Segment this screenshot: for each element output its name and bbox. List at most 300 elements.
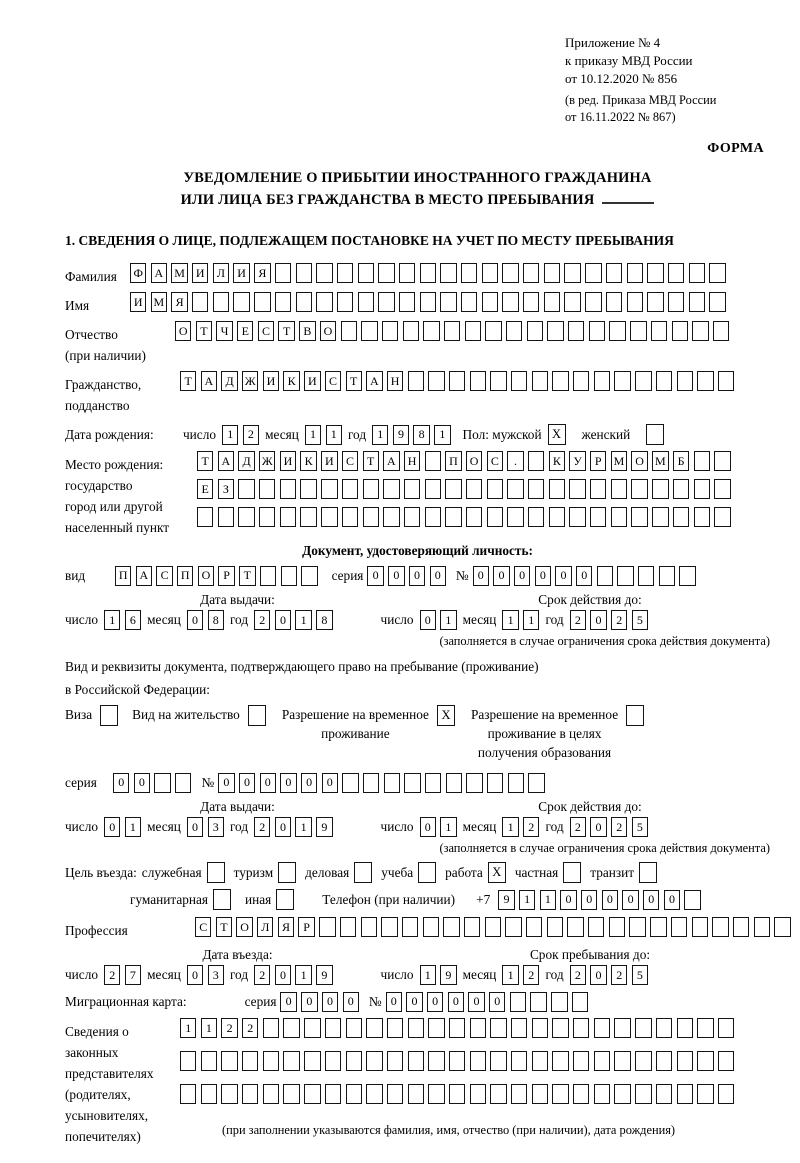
char-cell[interactable] bbox=[635, 1051, 651, 1071]
char-cell[interactable]: 1 bbox=[502, 817, 518, 837]
char-cell[interactable]: 0 bbox=[560, 890, 576, 910]
char-cell[interactable]: 1 bbox=[440, 610, 456, 630]
char-cell[interactable]: 0 bbox=[322, 773, 338, 793]
char-cell[interactable]: 7 bbox=[125, 965, 141, 985]
char-cell[interactable]: Ф bbox=[130, 263, 146, 283]
char-cell[interactable] bbox=[490, 1051, 506, 1071]
char-cell[interactable] bbox=[692, 917, 708, 937]
char-cell[interactable]: 9 bbox=[316, 965, 332, 985]
char-cell[interactable]: 0 bbox=[386, 992, 402, 1012]
char-cell[interactable] bbox=[361, 321, 377, 341]
char-cell[interactable] bbox=[280, 479, 296, 499]
char-cell[interactable] bbox=[511, 1051, 527, 1071]
char-cell[interactable]: 9 bbox=[498, 890, 514, 910]
char-cell[interactable] bbox=[552, 1018, 568, 1038]
char-cell[interactable] bbox=[378, 263, 394, 283]
char-cell[interactable] bbox=[672, 321, 688, 341]
char-cell[interactable] bbox=[532, 371, 548, 391]
sex-female-checkbox[interactable] bbox=[646, 424, 664, 445]
char-cell[interactable]: 2 bbox=[570, 610, 586, 630]
char-cell[interactable]: И bbox=[263, 371, 279, 391]
char-cell[interactable] bbox=[445, 507, 461, 527]
char-cell[interactable] bbox=[337, 263, 353, 283]
char-cell[interactable]: 2 bbox=[523, 817, 539, 837]
char-cell[interactable] bbox=[304, 1084, 320, 1104]
char-cell[interactable]: Т bbox=[197, 451, 213, 471]
char-cell[interactable]: 0 bbox=[493, 566, 509, 586]
char-cell[interactable]: М bbox=[611, 451, 627, 471]
migration-series-boxes[interactable] bbox=[280, 992, 358, 1012]
char-cell[interactable] bbox=[614, 1051, 630, 1071]
char-cell[interactable] bbox=[656, 1051, 672, 1071]
char-cell[interactable] bbox=[506, 321, 522, 341]
char-cell[interactable] bbox=[611, 479, 627, 499]
char-cell[interactable] bbox=[361, 917, 377, 937]
char-cell[interactable]: 0 bbox=[664, 890, 680, 910]
birth-month-boxes[interactable] bbox=[305, 425, 342, 445]
char-cell[interactable]: С bbox=[487, 451, 503, 471]
purpose-work-checkbox[interactable]: X bbox=[488, 862, 506, 883]
birthplace-row-1[interactable] bbox=[197, 451, 731, 471]
char-cell[interactable]: Т bbox=[196, 321, 212, 341]
stay-day[interactable] bbox=[420, 965, 457, 985]
char-cell[interactable]: Д bbox=[238, 451, 254, 471]
char-cell[interactable] bbox=[461, 263, 477, 283]
char-cell[interactable] bbox=[677, 371, 693, 391]
char-cell[interactable] bbox=[549, 507, 565, 527]
char-cell[interactable] bbox=[528, 773, 544, 793]
representatives-row-3[interactable] bbox=[180, 1084, 734, 1104]
char-cell[interactable]: А bbox=[201, 371, 217, 391]
residence-issue-month[interactable] bbox=[187, 817, 224, 837]
char-cell[interactable]: Е bbox=[197, 479, 213, 499]
char-cell[interactable] bbox=[694, 451, 710, 471]
char-cell[interactable] bbox=[387, 1018, 403, 1038]
birthplace-row-3[interactable] bbox=[197, 507, 731, 527]
purpose-official-checkbox[interactable] bbox=[207, 862, 225, 883]
char-cell[interactable] bbox=[609, 917, 625, 937]
char-cell[interactable]: 0 bbox=[473, 566, 489, 586]
char-cell[interactable] bbox=[408, 1051, 424, 1071]
char-cell[interactable] bbox=[404, 507, 420, 527]
char-cell[interactable] bbox=[404, 479, 420, 499]
char-cell[interactable]: О bbox=[631, 451, 647, 471]
char-cell[interactable] bbox=[694, 507, 710, 527]
residence-expiry-day[interactable] bbox=[420, 817, 457, 837]
char-cell[interactable] bbox=[378, 292, 394, 312]
doc-kind-boxes[interactable] bbox=[115, 566, 318, 586]
char-cell[interactable]: Д bbox=[221, 371, 237, 391]
char-cell[interactable]: 0 bbox=[113, 773, 129, 793]
char-cell[interactable] bbox=[530, 992, 546, 1012]
char-cell[interactable] bbox=[552, 1084, 568, 1104]
char-cell[interactable] bbox=[718, 1018, 734, 1038]
char-cell[interactable]: Т bbox=[278, 321, 294, 341]
char-cell[interactable] bbox=[213, 292, 229, 312]
char-cell[interactable]: 2 bbox=[523, 965, 539, 985]
char-cell[interactable]: Т bbox=[239, 566, 255, 586]
char-cell[interactable] bbox=[589, 321, 605, 341]
char-cell[interactable] bbox=[304, 1018, 320, 1038]
identity-issue-day[interactable] bbox=[104, 610, 141, 630]
char-cell[interactable] bbox=[712, 917, 728, 937]
char-cell[interactable]: И bbox=[233, 263, 249, 283]
char-cell[interactable]: 0 bbox=[406, 992, 422, 1012]
char-cell[interactable]: О bbox=[320, 321, 336, 341]
char-cell[interactable] bbox=[526, 917, 542, 937]
residence-issue-year[interactable] bbox=[254, 817, 332, 837]
char-cell[interactable] bbox=[238, 479, 254, 499]
blank-underline[interactable] bbox=[602, 202, 654, 204]
char-cell[interactable] bbox=[679, 566, 695, 586]
char-cell[interactable] bbox=[568, 321, 584, 341]
char-cell[interactable]: А bbox=[218, 451, 234, 471]
char-cell[interactable]: С bbox=[342, 451, 358, 471]
option-residence-permit-checkbox[interactable] bbox=[248, 705, 266, 726]
birth-day-boxes[interactable] bbox=[222, 425, 259, 445]
char-cell[interactable] bbox=[233, 292, 249, 312]
char-cell[interactable]: М bbox=[151, 292, 167, 312]
char-cell[interactable] bbox=[564, 263, 580, 283]
birthplace-row-2[interactable] bbox=[197, 479, 731, 499]
char-cell[interactable] bbox=[656, 371, 672, 391]
char-cell[interactable] bbox=[197, 507, 213, 527]
char-cell[interactable]: 0 bbox=[430, 566, 446, 586]
patronymic-boxes[interactable] bbox=[175, 321, 729, 341]
char-cell[interactable] bbox=[425, 451, 441, 471]
char-cell[interactable] bbox=[440, 292, 456, 312]
char-cell[interactable] bbox=[263, 1084, 279, 1104]
char-cell[interactable] bbox=[275, 292, 291, 312]
char-cell[interactable]: 1 bbox=[295, 965, 311, 985]
char-cell[interactable] bbox=[425, 507, 441, 527]
char-cell[interactable] bbox=[366, 1018, 382, 1038]
char-cell[interactable] bbox=[420, 263, 436, 283]
sex-male-checkbox[interactable]: X bbox=[548, 424, 566, 445]
representatives-row-2[interactable] bbox=[180, 1051, 734, 1071]
char-cell[interactable] bbox=[697, 1084, 713, 1104]
char-cell[interactable]: Л bbox=[213, 263, 229, 283]
char-cell[interactable] bbox=[505, 917, 521, 937]
char-cell[interactable]: 5 bbox=[632, 817, 648, 837]
surname-boxes[interactable] bbox=[130, 263, 726, 283]
char-cell[interactable] bbox=[325, 1084, 341, 1104]
char-cell[interactable]: Я bbox=[278, 917, 294, 937]
char-cell[interactable]: Б bbox=[673, 451, 689, 471]
char-cell[interactable] bbox=[281, 566, 297, 586]
char-cell[interactable] bbox=[697, 371, 713, 391]
char-cell[interactable]: К bbox=[549, 451, 565, 471]
char-cell[interactable] bbox=[631, 507, 647, 527]
char-cell[interactable] bbox=[384, 773, 400, 793]
char-cell[interactable] bbox=[346, 1051, 362, 1071]
citizenship-boxes[interactable] bbox=[180, 371, 734, 391]
char-cell[interactable] bbox=[366, 1084, 382, 1104]
char-cell[interactable]: 0 bbox=[590, 817, 606, 837]
char-cell[interactable] bbox=[300, 507, 316, 527]
char-cell[interactable]: Л bbox=[257, 917, 273, 937]
representatives-row-1[interactable] bbox=[180, 1018, 734, 1038]
char-cell[interactable]: 2 bbox=[243, 425, 259, 445]
char-cell[interactable] bbox=[692, 321, 708, 341]
char-cell[interactable]: С bbox=[156, 566, 172, 586]
char-cell[interactable] bbox=[673, 479, 689, 499]
char-cell[interactable] bbox=[714, 479, 730, 499]
char-cell[interactable] bbox=[552, 1051, 568, 1071]
char-cell[interactable] bbox=[668, 263, 684, 283]
char-cell[interactable]: К bbox=[283, 371, 299, 391]
char-cell[interactable]: Н bbox=[387, 371, 403, 391]
char-cell[interactable] bbox=[363, 773, 379, 793]
char-cell[interactable]: 1 bbox=[372, 425, 388, 445]
char-cell[interactable]: 0 bbox=[187, 817, 203, 837]
char-cell[interactable] bbox=[532, 1084, 548, 1104]
char-cell[interactable]: 8 bbox=[413, 425, 429, 445]
char-cell[interactable]: Т bbox=[216, 917, 232, 937]
char-cell[interactable] bbox=[508, 773, 524, 793]
char-cell[interactable] bbox=[242, 1051, 258, 1071]
char-cell[interactable] bbox=[404, 773, 420, 793]
char-cell[interactable] bbox=[366, 1051, 382, 1071]
char-cell[interactable] bbox=[528, 507, 544, 527]
purpose-private-checkbox[interactable] bbox=[563, 862, 581, 883]
char-cell[interactable] bbox=[363, 507, 379, 527]
char-cell[interactable] bbox=[528, 479, 544, 499]
char-cell[interactable] bbox=[428, 371, 444, 391]
char-cell[interactable]: 3 bbox=[208, 817, 224, 837]
char-cell[interactable] bbox=[532, 1018, 548, 1038]
char-cell[interactable] bbox=[532, 1051, 548, 1071]
char-cell[interactable] bbox=[656, 1084, 672, 1104]
char-cell[interactable] bbox=[718, 371, 734, 391]
char-cell[interactable] bbox=[283, 1051, 299, 1071]
char-cell[interactable] bbox=[259, 479, 275, 499]
char-cell[interactable] bbox=[507, 479, 523, 499]
char-cell[interactable] bbox=[507, 507, 523, 527]
char-cell[interactable] bbox=[482, 263, 498, 283]
char-cell[interactable] bbox=[585, 292, 601, 312]
char-cell[interactable] bbox=[697, 1018, 713, 1038]
char-cell[interactable]: 9 bbox=[393, 425, 409, 445]
char-cell[interactable]: 1 bbox=[440, 817, 456, 837]
char-cell[interactable]: . bbox=[507, 451, 523, 471]
char-cell[interactable]: 1 bbox=[502, 610, 518, 630]
char-cell[interactable] bbox=[304, 1051, 320, 1071]
char-cell[interactable] bbox=[754, 917, 770, 937]
char-cell[interactable]: 2 bbox=[254, 610, 270, 630]
char-cell[interactable]: 1 bbox=[295, 610, 311, 630]
char-cell[interactable] bbox=[547, 917, 563, 937]
char-cell[interactable]: З bbox=[218, 479, 234, 499]
char-cell[interactable] bbox=[440, 263, 456, 283]
char-cell[interactable]: 0 bbox=[555, 566, 571, 586]
doc-series-boxes[interactable] bbox=[367, 566, 445, 586]
char-cell[interactable] bbox=[449, 1018, 465, 1038]
char-cell[interactable]: 0 bbox=[239, 773, 255, 793]
char-cell[interactable]: Т bbox=[363, 451, 379, 471]
char-cell[interactable] bbox=[689, 263, 705, 283]
char-cell[interactable] bbox=[399, 292, 415, 312]
char-cell[interactable]: 0 bbox=[388, 566, 404, 586]
char-cell[interactable] bbox=[342, 507, 358, 527]
char-cell[interactable] bbox=[523, 292, 539, 312]
migration-number-boxes[interactable] bbox=[386, 992, 589, 1012]
char-cell[interactable] bbox=[342, 479, 358, 499]
char-cell[interactable] bbox=[594, 1084, 610, 1104]
char-cell[interactable] bbox=[301, 566, 317, 586]
char-cell[interactable]: Я bbox=[171, 292, 187, 312]
char-cell[interactable] bbox=[684, 890, 700, 910]
char-cell[interactable]: 0 bbox=[448, 992, 464, 1012]
char-cell[interactable] bbox=[259, 507, 275, 527]
char-cell[interactable]: Е bbox=[237, 321, 253, 341]
char-cell[interactable] bbox=[325, 1018, 341, 1038]
char-cell[interactable]: П bbox=[115, 566, 131, 586]
char-cell[interactable] bbox=[382, 321, 398, 341]
char-cell[interactable] bbox=[408, 1018, 424, 1038]
char-cell[interactable]: С bbox=[325, 371, 341, 391]
char-cell[interactable]: М bbox=[652, 451, 668, 471]
char-cell[interactable] bbox=[316, 263, 332, 283]
char-cell[interactable]: К bbox=[300, 451, 316, 471]
char-cell[interactable] bbox=[428, 1018, 444, 1038]
char-cell[interactable]: 2 bbox=[221, 1018, 237, 1038]
stay-year[interactable] bbox=[570, 965, 648, 985]
char-cell[interactable]: 2 bbox=[104, 965, 120, 985]
char-cell[interactable] bbox=[544, 263, 560, 283]
char-cell[interactable] bbox=[221, 1084, 237, 1104]
char-cell[interactable]: 0 bbox=[218, 773, 234, 793]
char-cell[interactable] bbox=[423, 917, 439, 937]
char-cell[interactable] bbox=[594, 371, 610, 391]
char-cell[interactable]: П bbox=[177, 566, 193, 586]
char-cell[interactable] bbox=[408, 1084, 424, 1104]
char-cell[interactable]: 1 bbox=[125, 817, 141, 837]
char-cell[interactable] bbox=[490, 371, 506, 391]
char-cell[interactable]: И bbox=[192, 263, 208, 283]
char-cell[interactable]: С bbox=[258, 321, 274, 341]
char-cell[interactable] bbox=[485, 917, 501, 937]
char-cell[interactable] bbox=[611, 507, 627, 527]
identity-expiry-day[interactable] bbox=[420, 610, 457, 630]
char-cell[interactable]: 1 bbox=[523, 610, 539, 630]
char-cell[interactable] bbox=[617, 566, 633, 586]
char-cell[interactable] bbox=[470, 1018, 486, 1038]
char-cell[interactable] bbox=[487, 479, 503, 499]
char-cell[interactable] bbox=[551, 992, 567, 1012]
char-cell[interactable]: 5 bbox=[632, 965, 648, 985]
char-cell[interactable]: Р bbox=[298, 917, 314, 937]
char-cell[interactable]: 0 bbox=[590, 965, 606, 985]
char-cell[interactable]: Ж bbox=[259, 451, 275, 471]
char-cell[interactable] bbox=[635, 1018, 651, 1038]
char-cell[interactable] bbox=[594, 1051, 610, 1071]
char-cell[interactable] bbox=[614, 1018, 630, 1038]
char-cell[interactable] bbox=[403, 321, 419, 341]
char-cell[interactable] bbox=[263, 1051, 279, 1071]
char-cell[interactable]: 1 bbox=[519, 890, 535, 910]
char-cell[interactable] bbox=[573, 371, 589, 391]
char-cell[interactable] bbox=[466, 773, 482, 793]
char-cell[interactable] bbox=[490, 1018, 506, 1038]
char-cell[interactable] bbox=[180, 1051, 196, 1071]
char-cell[interactable] bbox=[594, 1018, 610, 1038]
char-cell[interactable] bbox=[718, 1084, 734, 1104]
residence-expiry-month[interactable] bbox=[502, 817, 539, 837]
char-cell[interactable] bbox=[470, 1084, 486, 1104]
char-cell[interactable]: Н bbox=[404, 451, 420, 471]
char-cell[interactable]: П bbox=[445, 451, 461, 471]
char-cell[interactable]: 0 bbox=[602, 890, 618, 910]
char-cell[interactable] bbox=[358, 263, 374, 283]
char-cell[interactable] bbox=[319, 917, 335, 937]
option-temp-residence-checkbox[interactable]: X bbox=[437, 705, 455, 726]
char-cell[interactable] bbox=[470, 1051, 486, 1071]
char-cell[interactable] bbox=[502, 263, 518, 283]
char-cell[interactable] bbox=[528, 451, 544, 471]
char-cell[interactable]: 1 bbox=[540, 890, 556, 910]
char-cell[interactable] bbox=[573, 1051, 589, 1071]
char-cell[interactable]: 1 bbox=[201, 1018, 217, 1038]
char-cell[interactable]: 1 bbox=[295, 817, 311, 837]
char-cell[interactable] bbox=[346, 1018, 362, 1038]
char-cell[interactable]: 8 bbox=[316, 610, 332, 630]
char-cell[interactable]: В bbox=[299, 321, 315, 341]
char-cell[interactable] bbox=[449, 1084, 465, 1104]
char-cell[interactable] bbox=[544, 292, 560, 312]
char-cell[interactable] bbox=[321, 479, 337, 499]
char-cell[interactable]: 0 bbox=[576, 566, 592, 586]
char-cell[interactable]: 2 bbox=[611, 610, 627, 630]
char-cell[interactable] bbox=[341, 321, 357, 341]
char-cell[interactable] bbox=[569, 507, 585, 527]
char-cell[interactable] bbox=[263, 1018, 279, 1038]
char-cell[interactable]: 0 bbox=[427, 992, 443, 1012]
char-cell[interactable]: 2 bbox=[254, 817, 270, 837]
char-cell[interactable] bbox=[260, 566, 276, 586]
residence-expiry-year[interactable] bbox=[570, 817, 648, 837]
char-cell[interactable]: Я bbox=[254, 263, 270, 283]
char-cell[interactable]: 0 bbox=[322, 992, 338, 1012]
char-cell[interactable] bbox=[606, 292, 622, 312]
identity-issue-month[interactable] bbox=[187, 610, 224, 630]
char-cell[interactable]: 0 bbox=[187, 610, 203, 630]
char-cell[interactable] bbox=[511, 371, 527, 391]
char-cell[interactable] bbox=[597, 566, 613, 586]
char-cell[interactable]: 0 bbox=[275, 610, 291, 630]
residence-issue-day[interactable] bbox=[104, 817, 141, 837]
char-cell[interactable]: 0 bbox=[260, 773, 276, 793]
char-cell[interactable]: С bbox=[195, 917, 211, 937]
char-cell[interactable] bbox=[590, 507, 606, 527]
char-cell[interactable]: 0 bbox=[134, 773, 150, 793]
char-cell[interactable]: О bbox=[236, 917, 252, 937]
entry-month[interactable] bbox=[187, 965, 224, 985]
char-cell[interactable]: И bbox=[304, 371, 320, 391]
char-cell[interactable]: 1 bbox=[420, 965, 436, 985]
char-cell[interactable] bbox=[420, 292, 436, 312]
char-cell[interactable] bbox=[444, 321, 460, 341]
char-cell[interactable] bbox=[387, 1051, 403, 1071]
purpose-tourism-checkbox[interactable] bbox=[278, 862, 296, 883]
char-cell[interactable]: О bbox=[198, 566, 214, 586]
char-cell[interactable] bbox=[201, 1051, 217, 1071]
char-cell[interactable] bbox=[221, 1051, 237, 1071]
char-cell[interactable] bbox=[180, 1084, 196, 1104]
char-cell[interactable] bbox=[238, 507, 254, 527]
char-cell[interactable] bbox=[383, 479, 399, 499]
purpose-study-checkbox[interactable] bbox=[418, 862, 436, 883]
